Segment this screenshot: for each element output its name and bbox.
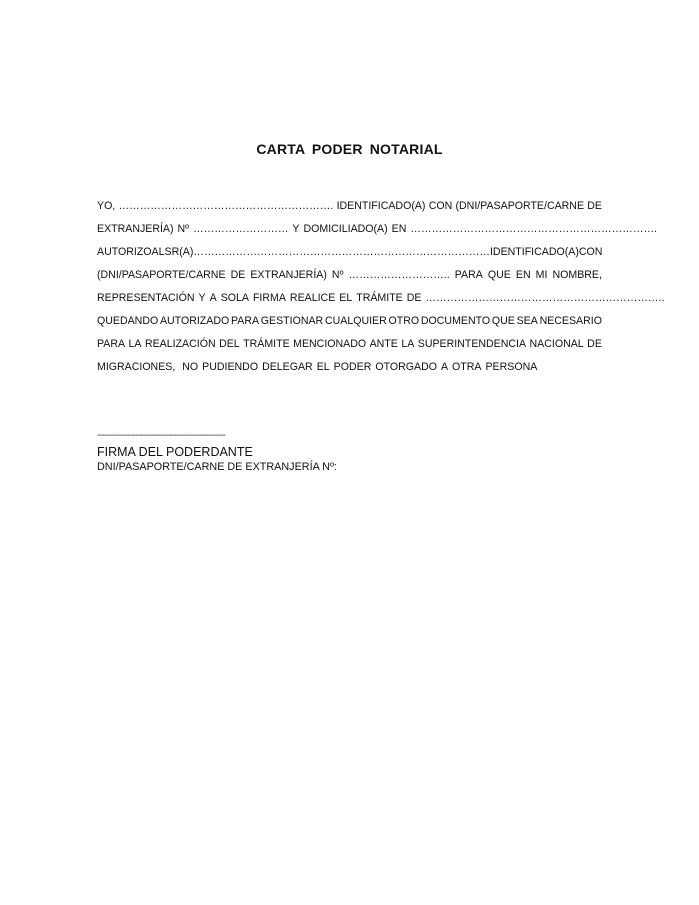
- paragraph-word: PARA: [454, 269, 483, 281]
- paragraph-word: QUE: [487, 269, 511, 281]
- paragraph-word: SUPERINTENDENCIA: [417, 338, 527, 350]
- paragraph-word: QUEDANDO: [97, 315, 159, 327]
- paragraph-word: IDENTIFICADO(A): [489, 246, 579, 258]
- authorization-paragraph: [97, 198, 665, 382]
- paragraph-word: EN: [391, 223, 407, 235]
- paragraph-word: DELEGAR: [262, 361, 313, 373]
- paragraph-word: PUDIENDO: [202, 361, 259, 373]
- paragraph-word: DE: [230, 269, 246, 281]
- paragraph-line: [97, 359, 602, 382]
- paragraph-word: ………………………: [193, 223, 289, 235]
- paragraph-word: DEL: [219, 338, 240, 350]
- paragraph-word: AL: [151, 246, 165, 258]
- paragraph-word: (DNI/PASAPORTE/CARNE: [455, 200, 585, 212]
- paragraph-word: NECESARIO: [539, 315, 602, 327]
- paragraph-word: DOCUMENTO: [420, 315, 491, 327]
- paragraph-word: REPRESENTACIÓN: [97, 292, 195, 304]
- paragraph-word: NACIONAL: [529, 338, 584, 350]
- signature-line: -----------------------------------------------: [97, 430, 226, 441]
- paragraph-word: YO,: [97, 200, 116, 212]
- paragraph-word: A: [209, 292, 217, 304]
- paragraph-word: EL: [339, 292, 353, 304]
- paragraph-line: [97, 244, 602, 267]
- paragraph-word: QUE: [491, 315, 515, 327]
- paragraph-word: ………………………..: [348, 269, 450, 281]
- paragraph-word: PARA: [97, 338, 126, 350]
- paragraph-line: [97, 267, 602, 290]
- signature-block: [97, 430, 337, 474]
- paragraph-word: AUTORIZO: [97, 246, 152, 258]
- paragraph-word: LA: [128, 338, 142, 350]
- paragraph-word: DOMICILIADO(A): [303, 223, 388, 235]
- paragraph-line: [97, 198, 602, 221]
- paragraph-word: OTRO: [388, 315, 420, 327]
- paragraph-word: CUALQUIER: [324, 315, 387, 327]
- paragraph-word: TRÁMITE: [243, 338, 290, 350]
- paragraph-word: REALIZACIÓN: [144, 338, 216, 350]
- paragraph-line: [97, 336, 602, 359]
- paragraph-word: EXTRANJERÍA): [97, 223, 174, 235]
- paragraph-word: REALICE: [289, 292, 336, 304]
- paragraph-word: MI: [535, 269, 548, 281]
- document-title: CARTA PODER NOTARIAL: [256, 141, 443, 157]
- paragraph-word: PERSONA: [485, 361, 538, 373]
- paragraph-word: ANTE: [369, 338, 398, 350]
- paragraph-word: NOMBRE,: [552, 269, 602, 281]
- paragraph-word: PARA: [230, 315, 260, 327]
- paragraph-word: A: [440, 361, 449, 373]
- paragraph-word: DE: [587, 338, 602, 350]
- paragraph-word: NO: [179, 361, 199, 373]
- paragraph-line: [97, 290, 665, 313]
- paragraph-word: FIRMA: [252, 292, 286, 304]
- paragraph-line: [97, 313, 602, 336]
- paragraph-word: (DNI/PASAPORTE/CARNE: [97, 269, 226, 281]
- paragraph-word: EL: [316, 361, 330, 373]
- paragraph-word: Nº: [177, 223, 190, 235]
- paragraph-word: …………………………………………………………………………: [193, 246, 490, 258]
- paragraph-word: …………………………………………………………..: [425, 292, 665, 304]
- paragraph-word: TRÁMITE: [356, 292, 403, 304]
- paragraph-word: OTORGADO: [375, 361, 437, 373]
- paragraph-word: AUTORIZADO: [159, 315, 230, 327]
- paragraph-word: IDENTIFICADO(A): [336, 200, 426, 212]
- paragraph-word: SR(A): [164, 246, 194, 258]
- paragraph-word: DE: [587, 200, 602, 212]
- paragraph-word: MENCIONADO: [293, 338, 367, 350]
- paragraph-word: SOLA: [220, 292, 249, 304]
- paragraph-word: SEA: [516, 315, 538, 327]
- paragraph-word: …………………………………………………………….: [410, 223, 657, 235]
- paragraph-word: Y: [198, 292, 206, 304]
- paragraph-word: …………………………………………………….: [118, 200, 334, 212]
- paragraph-word: LA: [401, 338, 415, 350]
- paragraph-word: EXTRANJERÍA): [250, 269, 327, 281]
- paragraph-word: PODER: [333, 361, 372, 373]
- paragraph-word: DE: [406, 292, 422, 304]
- paragraph-word: Nº: [331, 269, 344, 281]
- paragraph-word: EN: [515, 269, 531, 281]
- paragraph-word: Y: [292, 223, 300, 235]
- paragraph-word: CON: [428, 200, 453, 212]
- paragraph-word: CON: [578, 246, 603, 258]
- paragraph-word: GESTIONAR: [260, 315, 324, 327]
- paragraph-line: [97, 221, 657, 244]
- signature-label: FIRMA DEL PODERDANTE: [97, 445, 253, 459]
- paragraph-word: OTRA: [452, 361, 482, 373]
- signature-id-label: DNI/PASAPORTE/CARNE DE EXTRANJERÍA Nº:: [97, 461, 337, 473]
- paragraph-word: MIGRACIONES,: [97, 361, 176, 373]
